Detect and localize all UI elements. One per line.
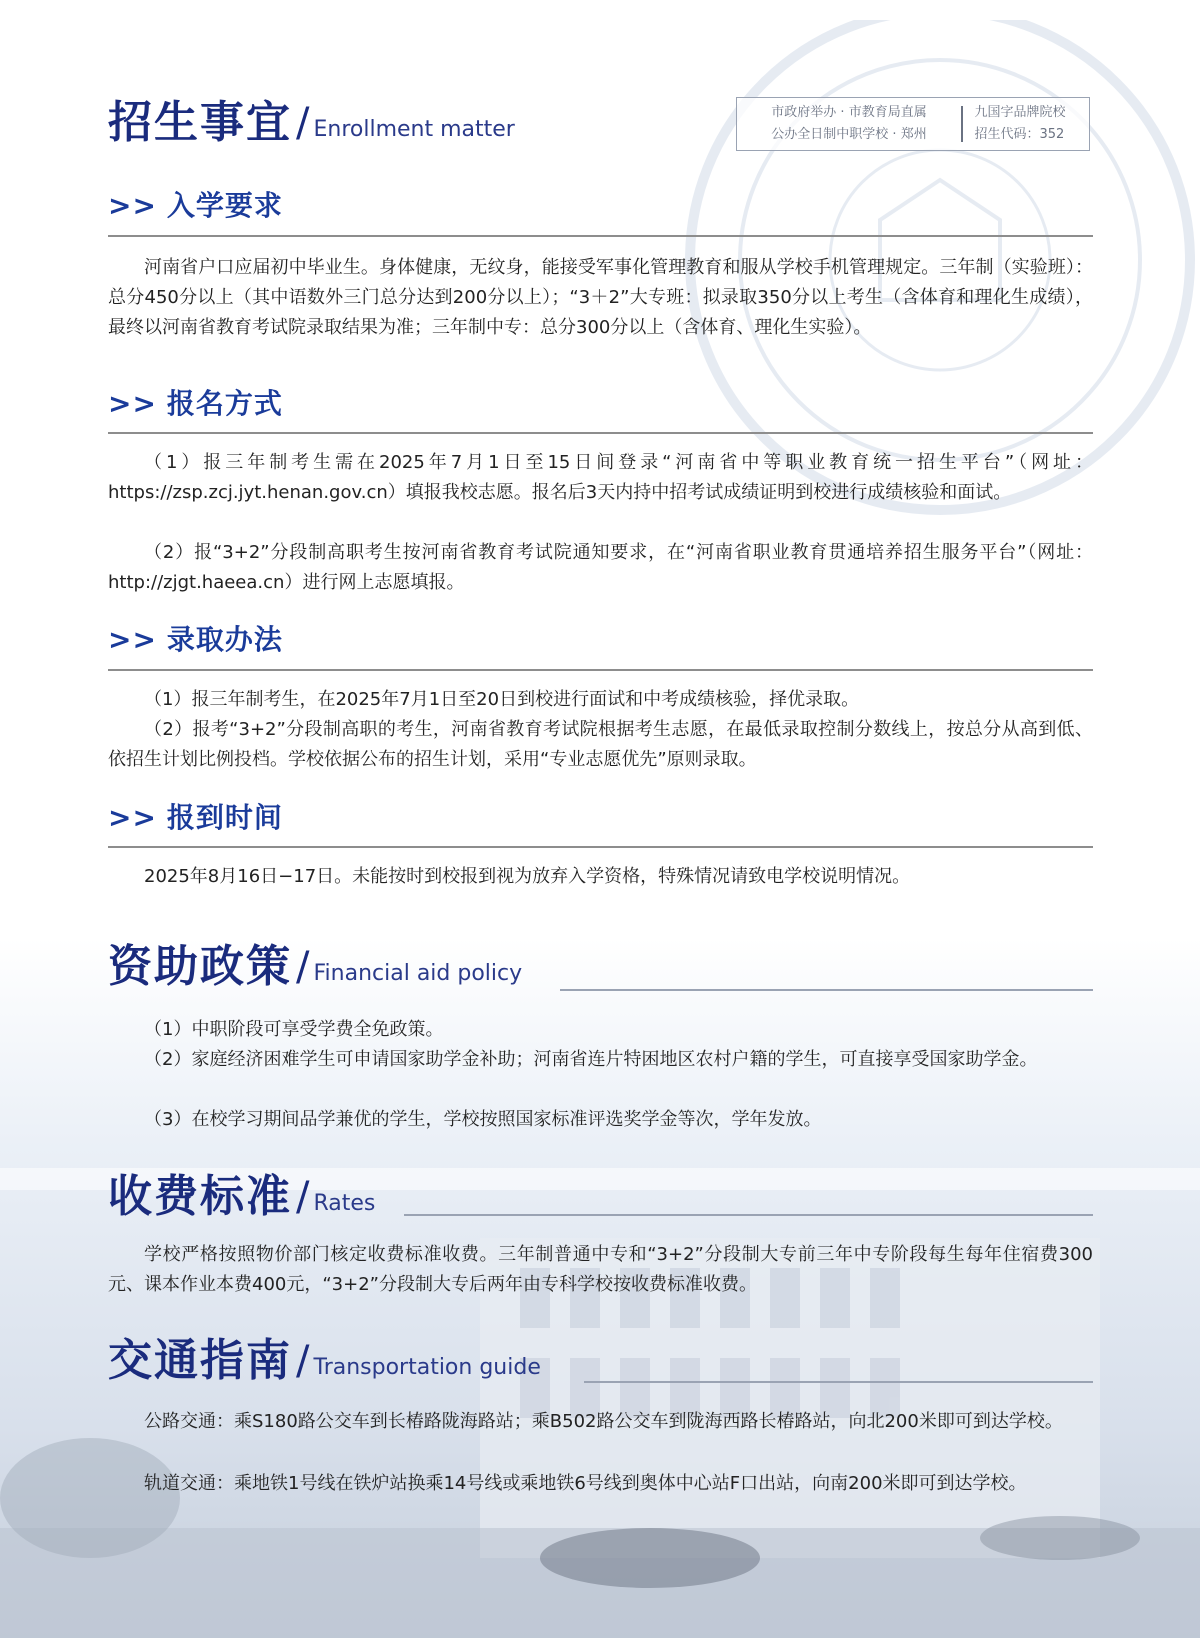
double-arrow-icon: >> (108, 189, 157, 222)
title-divider (404, 1214, 1093, 1216)
school-info-badge (736, 97, 1090, 151)
section-title-zh: 招生事宜 (108, 97, 292, 148)
subheading-label: 录取办法 (166, 623, 283, 656)
paragraph: （1）报三年制考生需在2025年7月1日至15日间登录“河南省中等职业教育统一招生平台”（网址：https://zsp.zcj.jyt.henan.gov.cn）填报我校志愿。报名后3天内持中招考试成绩证明到校进行成绩核验和面试。 (108, 452, 1093, 503)
subheading-label: 入学要求 (166, 189, 283, 222)
title-slash: / (296, 100, 310, 146)
title-divider (560, 989, 1093, 991)
double-arrow-icon: >> (108, 387, 157, 420)
subheading-divider (108, 846, 1093, 848)
subheading-admission-method (108, 618, 283, 658)
paragraph: （1）报三年制考生，在2025年7月1日至20日到校进行面试和中考成绩核验，择优录取。 (144, 689, 860, 710)
section-title-enrollment (108, 97, 515, 148)
paragraph: （2）报考“3+2”分段制高职的考生，河南省教育考试院根据考生志愿，在最低录取控制分数线上，按总分从高到低、依招生计划比例投档。学校依据公布的招生计划，采用“专业志愿优先”原则录取。 (108, 719, 1093, 770)
subheading-admission-requirements (108, 184, 283, 224)
subheading-divider (108, 432, 1093, 434)
paragraph: 学校严格按照物价部门核定收费标准收费。三年制普通中专和“3+2”分段制大专前三年中专阶段每生每年住宿费300元、课本作业本费400元，“3+2”分段制大专后两年由专科学校按收费标准收费。 (108, 1244, 1093, 1295)
section-title-en: Transportation guide (313, 1355, 541, 1380)
badge-line: 九国字品牌院校 (974, 105, 1066, 120)
paragraph: （1）中职阶段可享受学费全免政策。 (144, 1019, 444, 1040)
double-arrow-icon: >> (108, 801, 157, 834)
section-title-en: Rates (313, 1191, 376, 1216)
badge-line: 公办全日制中职学校 · 郑州 (771, 127, 927, 142)
paragraph: 轨道交通：乘地铁1号线在铁炉站换乘14号线或乘地铁6号线到奥体中心站F口出站，向南200米即可到达学校。 (144, 1473, 1027, 1494)
section-title-en: Financial aid policy (313, 961, 523, 986)
section-title-financial-aid (108, 941, 523, 992)
title-divider (584, 1381, 1093, 1383)
subheading-label: 报到时间 (166, 801, 283, 834)
section-title-rates (108, 1171, 376, 1222)
section-title-zh: 资助政策 (108, 941, 292, 992)
title-slash: / (296, 1174, 310, 1220)
badge-line: 招生代码：352 (974, 127, 1065, 142)
paragraph: （2）家庭经济困难学生可申请国家助学金补助；河南省连片特困地区农村户籍的学生，可直接享受国家助学金。 (144, 1049, 1038, 1070)
title-slash: / (296, 944, 310, 990)
paragraph: 河南省户口应届初中毕业生。身体健康，无纹身，能接受军事化管理教育和服从学校手机管理规定。三年制（实验班）：总分450分以上（其中语数外三门总分达到200分以上）；“3＋2”大专班：拟录取350分以上考生（含体育和理化生成绩），最终以河南省教育考试院录取结果为准；三年制中专：总分300分以上（含体育、理化生实验）。 (108, 257, 1093, 338)
title-slash: / (296, 1338, 310, 1384)
section-title-zh: 收费标准 (108, 1171, 292, 1222)
subheading-registration-method (108, 382, 283, 422)
subheading-label: 报名方式 (166, 387, 283, 420)
section-title-zh: 交通指南 (108, 1335, 292, 1386)
section-title-en: Enrollment matter (313, 117, 515, 142)
badge-line: 市政府举办 · 市教育局直属 (771, 105, 927, 120)
double-arrow-icon: >> (108, 623, 157, 656)
paragraph: （2）报“3+2”分段制高职考生按河南省教育考试院通知要求，在“河南省职业教育贯通培养招生服务平台”（网址：http://zjgt.haeea.cn）进行网上志愿填报。 (108, 542, 1093, 593)
subheading-divider (108, 669, 1093, 671)
paragraph: 公路交通：乘S180路公交车到长椿路陇海路站；乘B502路公交车到陇海西路长椿路站，向北200米即可到达学校。 (144, 1411, 1063, 1432)
section-title-transportation (108, 1335, 541, 1386)
paragraph: （3）在校学习期间品学兼优的学生，学校按照国家标准评选奖学金等次，学年发放。 (144, 1109, 822, 1130)
subheading-registration-time (108, 796, 283, 836)
paragraph: 2025年8月16日−17日。未能按时到校报到视为放弃入学资格，特殊情况请致电学校说明情况。 (144, 866, 911, 887)
subheading-divider (108, 235, 1093, 237)
